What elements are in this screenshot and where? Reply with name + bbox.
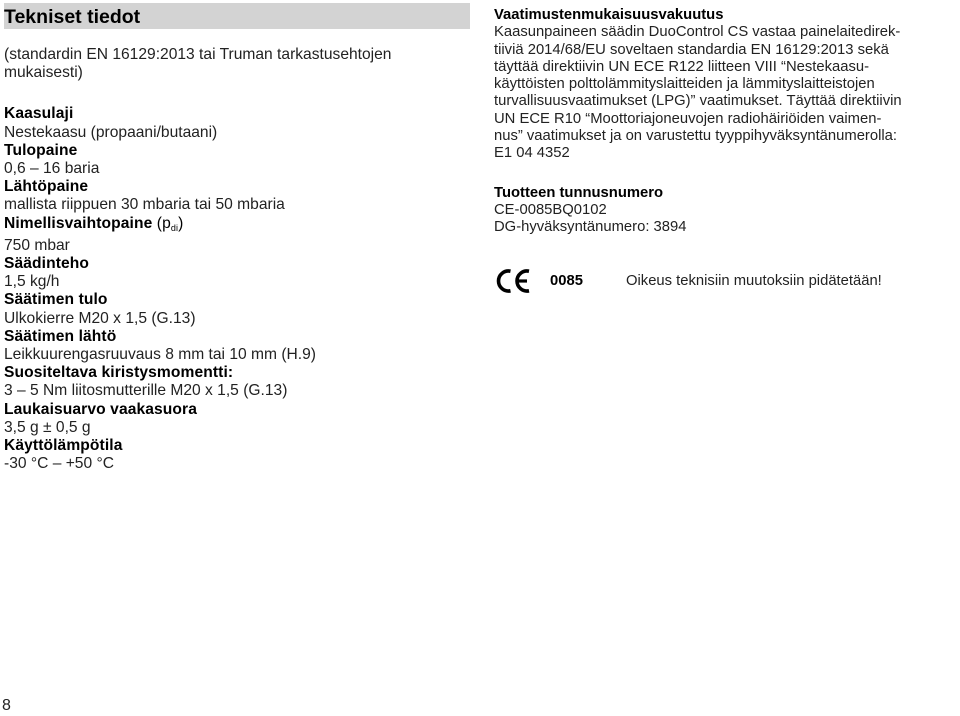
spec-value: 1,5 kg/h bbox=[4, 273, 60, 291]
spec-label: Käyttölämpötila bbox=[4, 437, 123, 455]
product-id-block bbox=[494, 185, 960, 237]
spec-list bbox=[4, 105, 470, 473]
spec-value: 3,5 g ± 0,5 g bbox=[4, 418, 91, 436]
intro-line: (standardin EN 16129:2013 tai Truman tarkastusehtojen bbox=[4, 46, 392, 63]
page-number: 8 bbox=[2, 697, 11, 714]
label-subscript: di bbox=[170, 222, 179, 233]
rights-reserved-text: Oikeus teknisiin muutoksiin pidätetään! bbox=[626, 273, 882, 289]
section-title: Tekniset tiedot bbox=[4, 6, 141, 28]
technical-data-column bbox=[4, 0, 470, 473]
label-suffix-pre: (p bbox=[156, 214, 171, 232]
spec-label-with-subscript bbox=[4, 215, 470, 237]
spec-label: Säätimen lähtö bbox=[4, 327, 117, 345]
notified-body-number: 0085 bbox=[550, 273, 583, 289]
intro-line: mukaisesti) bbox=[4, 64, 83, 82]
text-line: E1 04 4352 bbox=[494, 145, 570, 162]
section-title-bar bbox=[4, 3, 470, 29]
text-line: CE-0085BQ0102 bbox=[494, 201, 607, 218]
spec-label: Säädinteho bbox=[4, 255, 90, 273]
intro-text bbox=[4, 46, 470, 82]
declaration-column bbox=[494, 0, 960, 289]
spec-value: Nestekaasu (propaani/butaani) bbox=[4, 123, 218, 141]
spec-label-text: Nimellisvaihtopaine bbox=[4, 214, 153, 232]
text-line: turvallisuusvaatimukset (LPG)” vaatimukset. Täyttää direktiivin bbox=[494, 93, 902, 110]
text-line: UN ECE R10 “Moottoriajoneuvojen radiohäiriöiden vaimen- bbox=[494, 110, 882, 127]
text-line: nus” vaatimukset ja on varustettu tyyppihyväksyntänumerolla: bbox=[494, 128, 897, 145]
conformity-text bbox=[494, 24, 960, 162]
spec-label: Laukaisuarvo vaakasuora bbox=[4, 400, 197, 418]
spec-value: 750 mbar bbox=[4, 236, 70, 254]
spec-label-suffix bbox=[157, 215, 184, 232]
text-line: tiiviä 2014/68/EU soveltaen standardia EN 16129:2013 sekä bbox=[494, 41, 889, 58]
conformity-title: Vaatimustenmukaisuusvakuutus bbox=[494, 7, 724, 23]
spec-label: Kaasulaji bbox=[4, 105, 74, 123]
spec-value: mallista riippuen 30 mbaria tai 50 mbaria bbox=[4, 196, 285, 214]
spec-value: 0,6 – 16 baria bbox=[4, 160, 100, 178]
spec-value: -30 °C – +50 °C bbox=[4, 455, 114, 473]
spec-label: Suositeltava kiristysmomentti: bbox=[4, 364, 234, 382]
spec-label: Lähtöpaine bbox=[4, 178, 89, 196]
spec-value: Ulkokierre M20 x 1,5 (G.13) bbox=[4, 309, 196, 327]
label-suffix-post: ) bbox=[178, 214, 184, 232]
spec-value: Leikkuurengasruuvaus 8 mm tai 10 mm (H.9) bbox=[4, 346, 316, 364]
product-id-title: Tuotteen tunnusnumero bbox=[494, 184, 664, 201]
text-line: DG-hyväksyntänumero: 3894 bbox=[494, 219, 687, 236]
spec-label: Tulopaine bbox=[4, 141, 78, 159]
text-line: täyttää direktiivin UN ECE R122 liitteen VIII “Nestekaasu- bbox=[494, 58, 870, 75]
text-line: käyttöisten polttolämmityslaitteiden ja lämmityslaitteistojen bbox=[494, 76, 875, 93]
spec-label: Säätimen tulo bbox=[4, 291, 108, 309]
text-line: Kaasunpaineen säädin DuoControl CS vastaa painelaitedirek- bbox=[494, 24, 901, 41]
ce-row bbox=[494, 262, 960, 296]
ce-mark-icon bbox=[496, 268, 534, 294]
spec-value: 3 – 5 Nm liitosmutterille M20 x 1,5 (G.13) bbox=[4, 382, 288, 400]
